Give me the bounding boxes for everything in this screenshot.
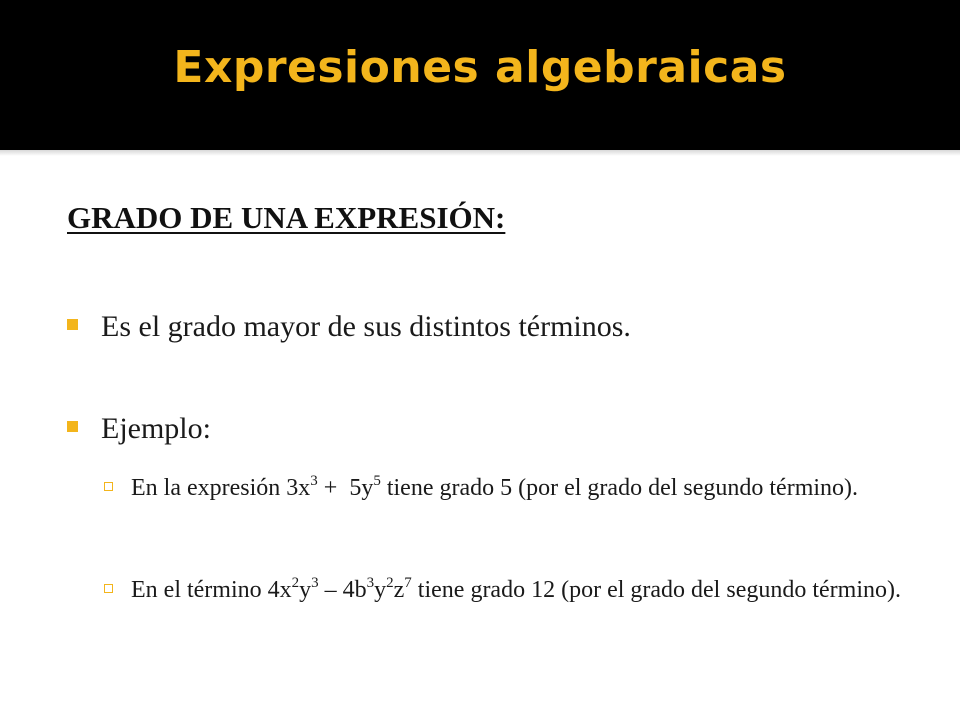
square-bullet-icon xyxy=(67,319,78,330)
exponent: 7 xyxy=(404,575,412,591)
sub-bullet-item xyxy=(104,468,904,508)
exponent: 2 xyxy=(386,575,394,591)
text-run: y xyxy=(374,577,387,603)
hollow-square-bullet-icon xyxy=(104,482,113,491)
bullet-item xyxy=(67,412,211,446)
sub-bullet-text xyxy=(131,468,904,508)
text-run: y xyxy=(299,577,312,603)
exponent: 5 xyxy=(373,473,381,489)
hollow-square-bullet-icon xyxy=(104,584,113,593)
exponent: 2 xyxy=(291,575,300,591)
text-run: tiene grado 5 (por el grado del segundo término). xyxy=(380,475,859,501)
text-run: – 4b xyxy=(318,577,367,603)
text-run: + 5y xyxy=(317,475,374,501)
exponent: 3 xyxy=(366,575,375,591)
text-run: En la expresión 3x xyxy=(131,475,311,501)
exponent: 3 xyxy=(310,473,318,489)
sub-bullet-item xyxy=(104,570,904,610)
exponent: 3 xyxy=(311,575,319,591)
text-run: z xyxy=(393,577,405,603)
section-heading: GRADO DE UNA EXPRESIÓN: xyxy=(67,200,506,235)
bullet-item xyxy=(67,310,631,344)
text-run: En el término 4x xyxy=(131,577,292,603)
bullet-text: Es el grado mayor de sus distintos términos. xyxy=(101,310,631,343)
slide-title: Expresiones algebraicas xyxy=(173,42,787,93)
square-bullet-icon xyxy=(67,421,78,432)
bullet-text: Ejemplo: xyxy=(101,412,211,445)
text-run: tiene grado 12 (por el grado del segundo término). xyxy=(411,577,901,603)
sub-bullet-text xyxy=(131,570,904,610)
title-divider xyxy=(0,150,960,156)
